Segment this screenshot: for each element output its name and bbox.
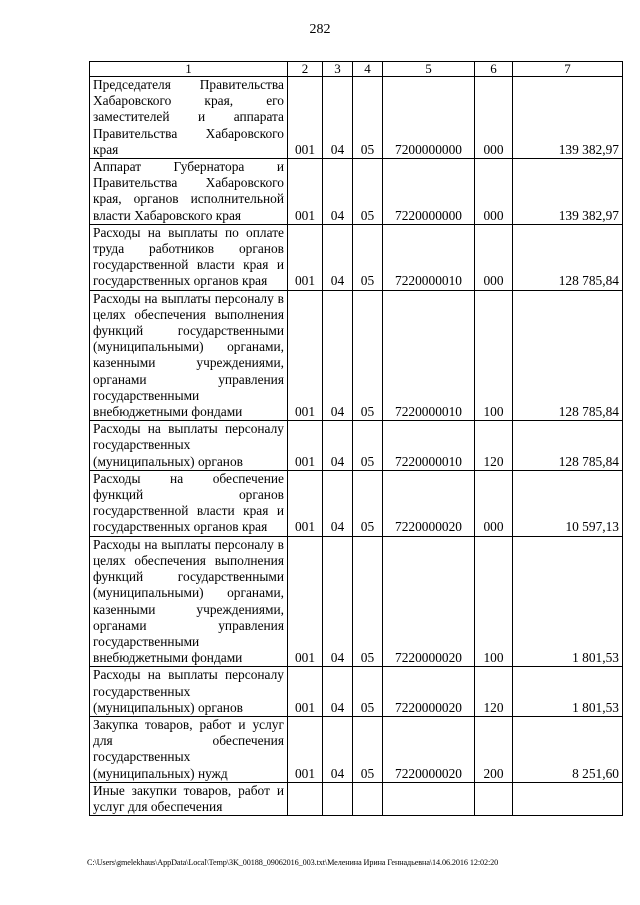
cell-target-article: 7220000010 — [383, 290, 475, 421]
cell-amount: 128 785,84 — [513, 421, 623, 471]
file-path-footer: C:\Users\gmelekhaus\AppData\Local\Temp\3K_00188_09062016_003.txt\Меленина Ирина Геннадьевна\14.06.2016 12:02:20 — [87, 858, 499, 867]
row-description: Аппарат Губернатора и Правительства Хабаровского края, органов исполнительной власти Хабаровского края — [90, 159, 288, 225]
row-description: Расходы на обеспечение функций органов государственной власти края и государственных органов края — [90, 470, 288, 536]
cell-subsection: 05 — [353, 290, 383, 421]
cell-section: 04 — [323, 77, 353, 159]
row-description: Иные закупки товаров, работ и услуг для обеспечения — [90, 782, 288, 815]
cell-subsection: 05 — [353, 536, 383, 667]
cell-target-article: 7220000020 — [383, 716, 475, 782]
column-header: 5 — [383, 62, 475, 77]
cell-section: 04 — [323, 667, 353, 717]
cell-expense-type: 000 — [475, 159, 513, 225]
cell-section: 04 — [323, 421, 353, 471]
cell-expense-type: 200 — [475, 716, 513, 782]
table-row — [90, 667, 623, 717]
column-header: 3 — [323, 62, 353, 77]
cell-subsection: 05 — [353, 667, 383, 717]
cell-target-article: 7200000000 — [383, 77, 475, 159]
cell-amount: 1 801,53 — [513, 667, 623, 717]
row-description: Расходы на выплаты персоналу в целях обеспечения выполнения функций государственными (муниципальными) органами, казенными учреждениями, органами управления государственными внебюджетными фондами — [90, 290, 288, 421]
cell-ministry-code: 001 — [288, 470, 323, 536]
table-row — [90, 470, 623, 536]
column-header: 4 — [353, 62, 383, 77]
cell-ministry-code: 001 — [288, 290, 323, 421]
cell-amount: 128 785,84 — [513, 224, 623, 290]
table-row — [90, 536, 623, 667]
cell-expense-type — [475, 782, 513, 815]
cell-target-article: 7220000020 — [383, 536, 475, 667]
cell-amount: 139 382,97 — [513, 77, 623, 159]
table-row — [90, 782, 623, 815]
column-header: 6 — [475, 62, 513, 77]
cell-section — [323, 782, 353, 815]
cell-ministry-code: 001 — [288, 421, 323, 471]
cell-ministry-code: 001 — [288, 77, 323, 159]
cell-expense-type: 000 — [475, 77, 513, 159]
table-row — [90, 716, 623, 782]
column-header: 2 — [288, 62, 323, 77]
cell-subsection: 05 — [353, 716, 383, 782]
cell-expense-type: 000 — [475, 470, 513, 536]
cell-amount: 128 785,84 — [513, 290, 623, 421]
cell-expense-type: 100 — [475, 536, 513, 667]
cell-subsection: 05 — [353, 159, 383, 225]
table-row — [90, 421, 623, 471]
row-description: Расходы на выплаты персоналу в целях обеспечения выполнения функций государственными (муниципальными) органами, казенными учреждениями, органами управления государственными внебюджетными фондами — [90, 536, 288, 667]
cell-expense-type: 000 — [475, 224, 513, 290]
cell-subsection: 05 — [353, 421, 383, 471]
cell-expense-type: 120 — [475, 667, 513, 717]
table-row — [90, 224, 623, 290]
cell-ministry-code — [288, 782, 323, 815]
cell-ministry-code: 001 — [288, 224, 323, 290]
cell-ministry-code: 001 — [288, 667, 323, 717]
cell-ministry-code: 001 — [288, 716, 323, 782]
cell-section: 04 — [323, 290, 353, 421]
cell-expense-type: 120 — [475, 421, 513, 471]
row-description: Председателя Правительства Хабаровского края, его заместителей и аппарата Правительства Хабаровского края — [90, 77, 288, 159]
row-description: Закупка товаров, работ и услуг для обеспечения государственных (муниципальных) нужд — [90, 716, 288, 782]
cell-section: 04 — [323, 716, 353, 782]
cell-amount — [513, 782, 623, 815]
cell-target-article: 7220000010 — [383, 421, 475, 471]
column-header: 1 — [90, 62, 288, 77]
cell-target-article: 7220000000 — [383, 159, 475, 225]
table-row — [90, 290, 623, 421]
budget-table — [89, 61, 623, 816]
cell-ministry-code: 001 — [288, 159, 323, 225]
row-description: Расходы на выплаты по оплате труда работников органов государственной власти края и государственных органов края — [90, 224, 288, 290]
cell-section: 04 — [323, 470, 353, 536]
table-header-row — [90, 62, 623, 77]
row-description: Расходы на выплаты персоналу государственных (муниципальных) органов — [90, 421, 288, 471]
cell-amount: 10 597,13 — [513, 470, 623, 536]
cell-subsection: 05 — [353, 470, 383, 536]
cell-section: 04 — [323, 536, 353, 667]
cell-amount: 139 382,97 — [513, 159, 623, 225]
cell-ministry-code: 001 — [288, 536, 323, 667]
cell-subsection — [353, 782, 383, 815]
table-row — [90, 77, 623, 159]
cell-target-article — [383, 782, 475, 815]
cell-target-article: 7220000020 — [383, 470, 475, 536]
cell-amount: 1 801,53 — [513, 536, 623, 667]
cell-amount: 8 251,60 — [513, 716, 623, 782]
row-description: Расходы на выплаты персоналу государственных (муниципальных) органов — [90, 667, 288, 717]
cell-expense-type: 100 — [475, 290, 513, 421]
cell-section: 04 — [323, 224, 353, 290]
column-header: 7 — [513, 62, 623, 77]
cell-target-article: 7220000020 — [383, 667, 475, 717]
cell-target-article: 7220000010 — [383, 224, 475, 290]
cell-subsection: 05 — [353, 77, 383, 159]
cell-subsection: 05 — [353, 224, 383, 290]
page-number: 282 — [309, 22, 331, 37]
cell-section: 04 — [323, 159, 353, 225]
table-row — [90, 159, 623, 225]
